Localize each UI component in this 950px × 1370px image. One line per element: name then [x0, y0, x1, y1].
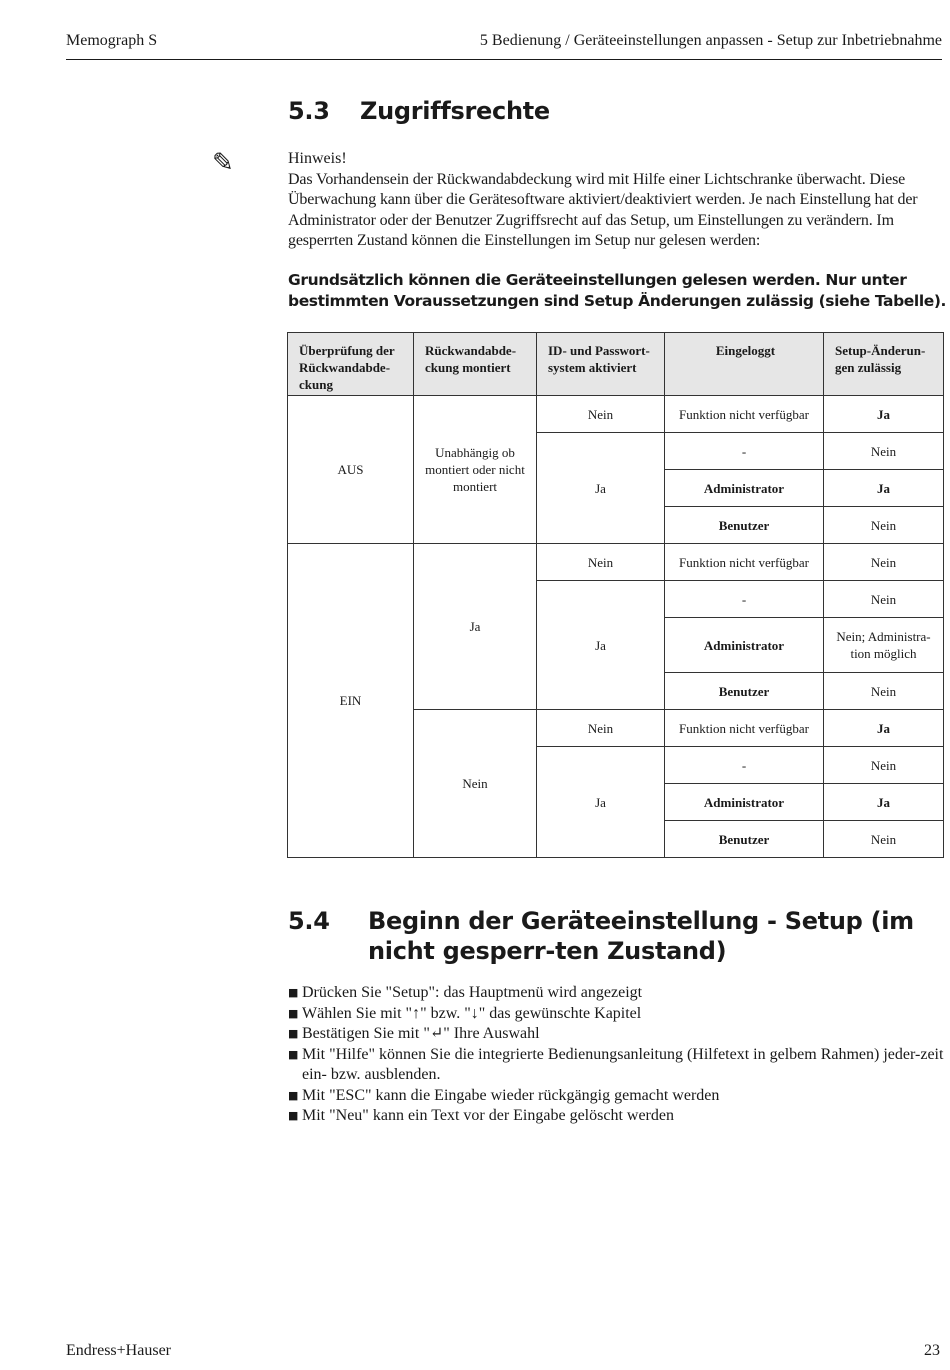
- table-cell-check: AUS: [288, 396, 414, 544]
- table-cell-allowed: Nein: [824, 544, 944, 581]
- table-cell-id: Nein: [537, 396, 665, 433]
- table-cell-cover: Nein: [414, 710, 537, 858]
- list-item: [288, 1024, 948, 1045]
- table-cell-login: Administrator: [665, 784, 824, 821]
- bullet-square-icon: ■: [288, 1088, 299, 1102]
- bullet-square-icon: ■: [288, 1109, 299, 1122]
- table-cell-allowed: Nein: [824, 581, 944, 618]
- section-heading-5-4: [288, 906, 948, 966]
- section-number: 5.3: [288, 97, 330, 125]
- page-number: 23: [924, 1342, 940, 1359]
- table-cell-check: EIN: [288, 544, 414, 858]
- list-item: [288, 1106, 948, 1127]
- list-item-text: Bestätigen Sie mit "↵" Ihre Auswahl: [302, 1025, 540, 1042]
- table-cell-id: Nein: [537, 544, 665, 581]
- table-cell-cover: Unabhängig ob montiert oder nicht montiert: [414, 396, 537, 544]
- table-header: Eingeloggt: [665, 333, 824, 396]
- table-cell-login: Benutzer: [665, 507, 824, 544]
- table-header: Rückwandabde-ckung montiert: [414, 333, 537, 396]
- bold-note: Grundsätzlich können die Geräteeinstellungen gelesen werden. Nur unter bestimmten Voraussetzungen sind Setup Änderungen zulässig (siehe Tabelle).: [288, 271, 947, 310]
- table-cell-login: Benutzer: [665, 673, 824, 710]
- instruction-list: [288, 983, 948, 1127]
- list-item-text: Mit "ESC" kann die Eingabe wieder rückgängig gemacht werden: [302, 1086, 720, 1104]
- table-cell-login: -: [665, 581, 824, 618]
- table-cell-allowed: Ja: [824, 710, 944, 747]
- bullet-square-icon: ■: [288, 1027, 299, 1040]
- note-block: [288, 149, 948, 252]
- table-cell-login: Benutzer: [665, 821, 824, 858]
- footer-company: Endress+Hauser: [66, 1342, 171, 1359]
- list-item-text: Drücken Sie "Setup": das Hauptmenü wird angezeigt: [302, 984, 643, 1001]
- table-cell-allowed: Nein: [824, 433, 944, 470]
- table-cell-login: -: [665, 433, 824, 470]
- table-cell-id: Ja: [537, 747, 665, 858]
- list-item: [288, 1004, 948, 1025]
- bullet-square-icon: ■: [288, 986, 299, 999]
- section-title: Beginn der Geräteeinstellung - Setup (im nicht gesperr-ten Zustand): [368, 907, 914, 965]
- table-cell-login: Funktion nicht verfügbar: [665, 710, 824, 747]
- list-item: [288, 1045, 948, 1086]
- note-label: Hinweis!: [288, 150, 347, 167]
- table-cell-id: Ja: [537, 581, 665, 710]
- table-header: ID- und Passwort-system aktiviert: [537, 333, 665, 396]
- list-item: [288, 1086, 948, 1107]
- section-heading-5-3: [288, 96, 550, 126]
- table-cell-login: -: [665, 747, 824, 784]
- bullet-square-icon: ■: [288, 1006, 299, 1020]
- table-cell-login: Administrator: [665, 618, 824, 673]
- bullet-square-icon: ■: [288, 1047, 299, 1061]
- table-cell-login: Funktion nicht verfügbar: [665, 396, 824, 433]
- table-cell-allowed: Nein; Administra-tion möglich: [824, 618, 944, 673]
- table-cell-allowed: Nein: [824, 507, 944, 544]
- table-cell-cover: Ja: [414, 544, 537, 710]
- table-cell-allowed: Ja: [824, 470, 944, 507]
- table-cell-allowed: Nein: [824, 821, 944, 858]
- table-cell-allowed: Ja: [824, 396, 944, 433]
- header-chapter-title: 5 Bedienung / Geräteeinstellungen anpassen - Setup zur Inbetriebnahme: [479, 32, 942, 49]
- table-cell-allowed: Nein: [824, 747, 944, 784]
- table-header: Setup-Änderun-gen zulässig: [824, 333, 944, 396]
- list-item-text: Mit "Neu" kann ein Text vor der Eingabe gelöscht werden: [302, 1107, 674, 1124]
- list-item-text: Mit "Hilfe" können Sie die integrierte Bedienungsanleitung (Hilfetext in gelbem Rahmen) jeder-zeit ein- bzw. ausblenden.: [302, 1045, 944, 1083]
- note-text: Das Vorhandensein der Rückwandabdeckung wird mit Hilfe einer Lichtschranke überwacht. Diese Überwachung kann über die Gerätesoftware aktiviert/deaktiviert werden. Je nach Einstellung hat der Administrator oder der Benutzer Zugriffsrecht auf das Setup, um Einstellungen zu verändern. Im gesperrten Zustand können die Einstellungen im Setup nur gelesen werden:: [288, 170, 918, 249]
- table-header: Überprüfung der Rückwandabde-ckung: [288, 333, 414, 396]
- table-cell-allowed: Ja: [824, 784, 944, 821]
- table-cell-id: Nein: [537, 710, 665, 747]
- pencil-icon: ✎: [212, 148, 234, 178]
- list-item: [288, 983, 948, 1004]
- table-cell-allowed: Nein: [824, 673, 944, 710]
- table-cell-login: Funktion nicht verfügbar: [665, 544, 824, 581]
- list-item-text: Wählen Sie mit "↑" bzw. "↓" das gewünschte Kapitel: [302, 1004, 642, 1022]
- header-rule: [66, 59, 942, 60]
- table-cell-login: Administrator: [665, 470, 824, 507]
- section-number: 5.4: [288, 907, 330, 935]
- access-rights-table: [287, 332, 944, 858]
- section-title: Zugriffsrechte: [360, 97, 550, 125]
- table-cell-id: Ja: [537, 433, 665, 544]
- header-product-name: Memograph S: [66, 32, 158, 49]
